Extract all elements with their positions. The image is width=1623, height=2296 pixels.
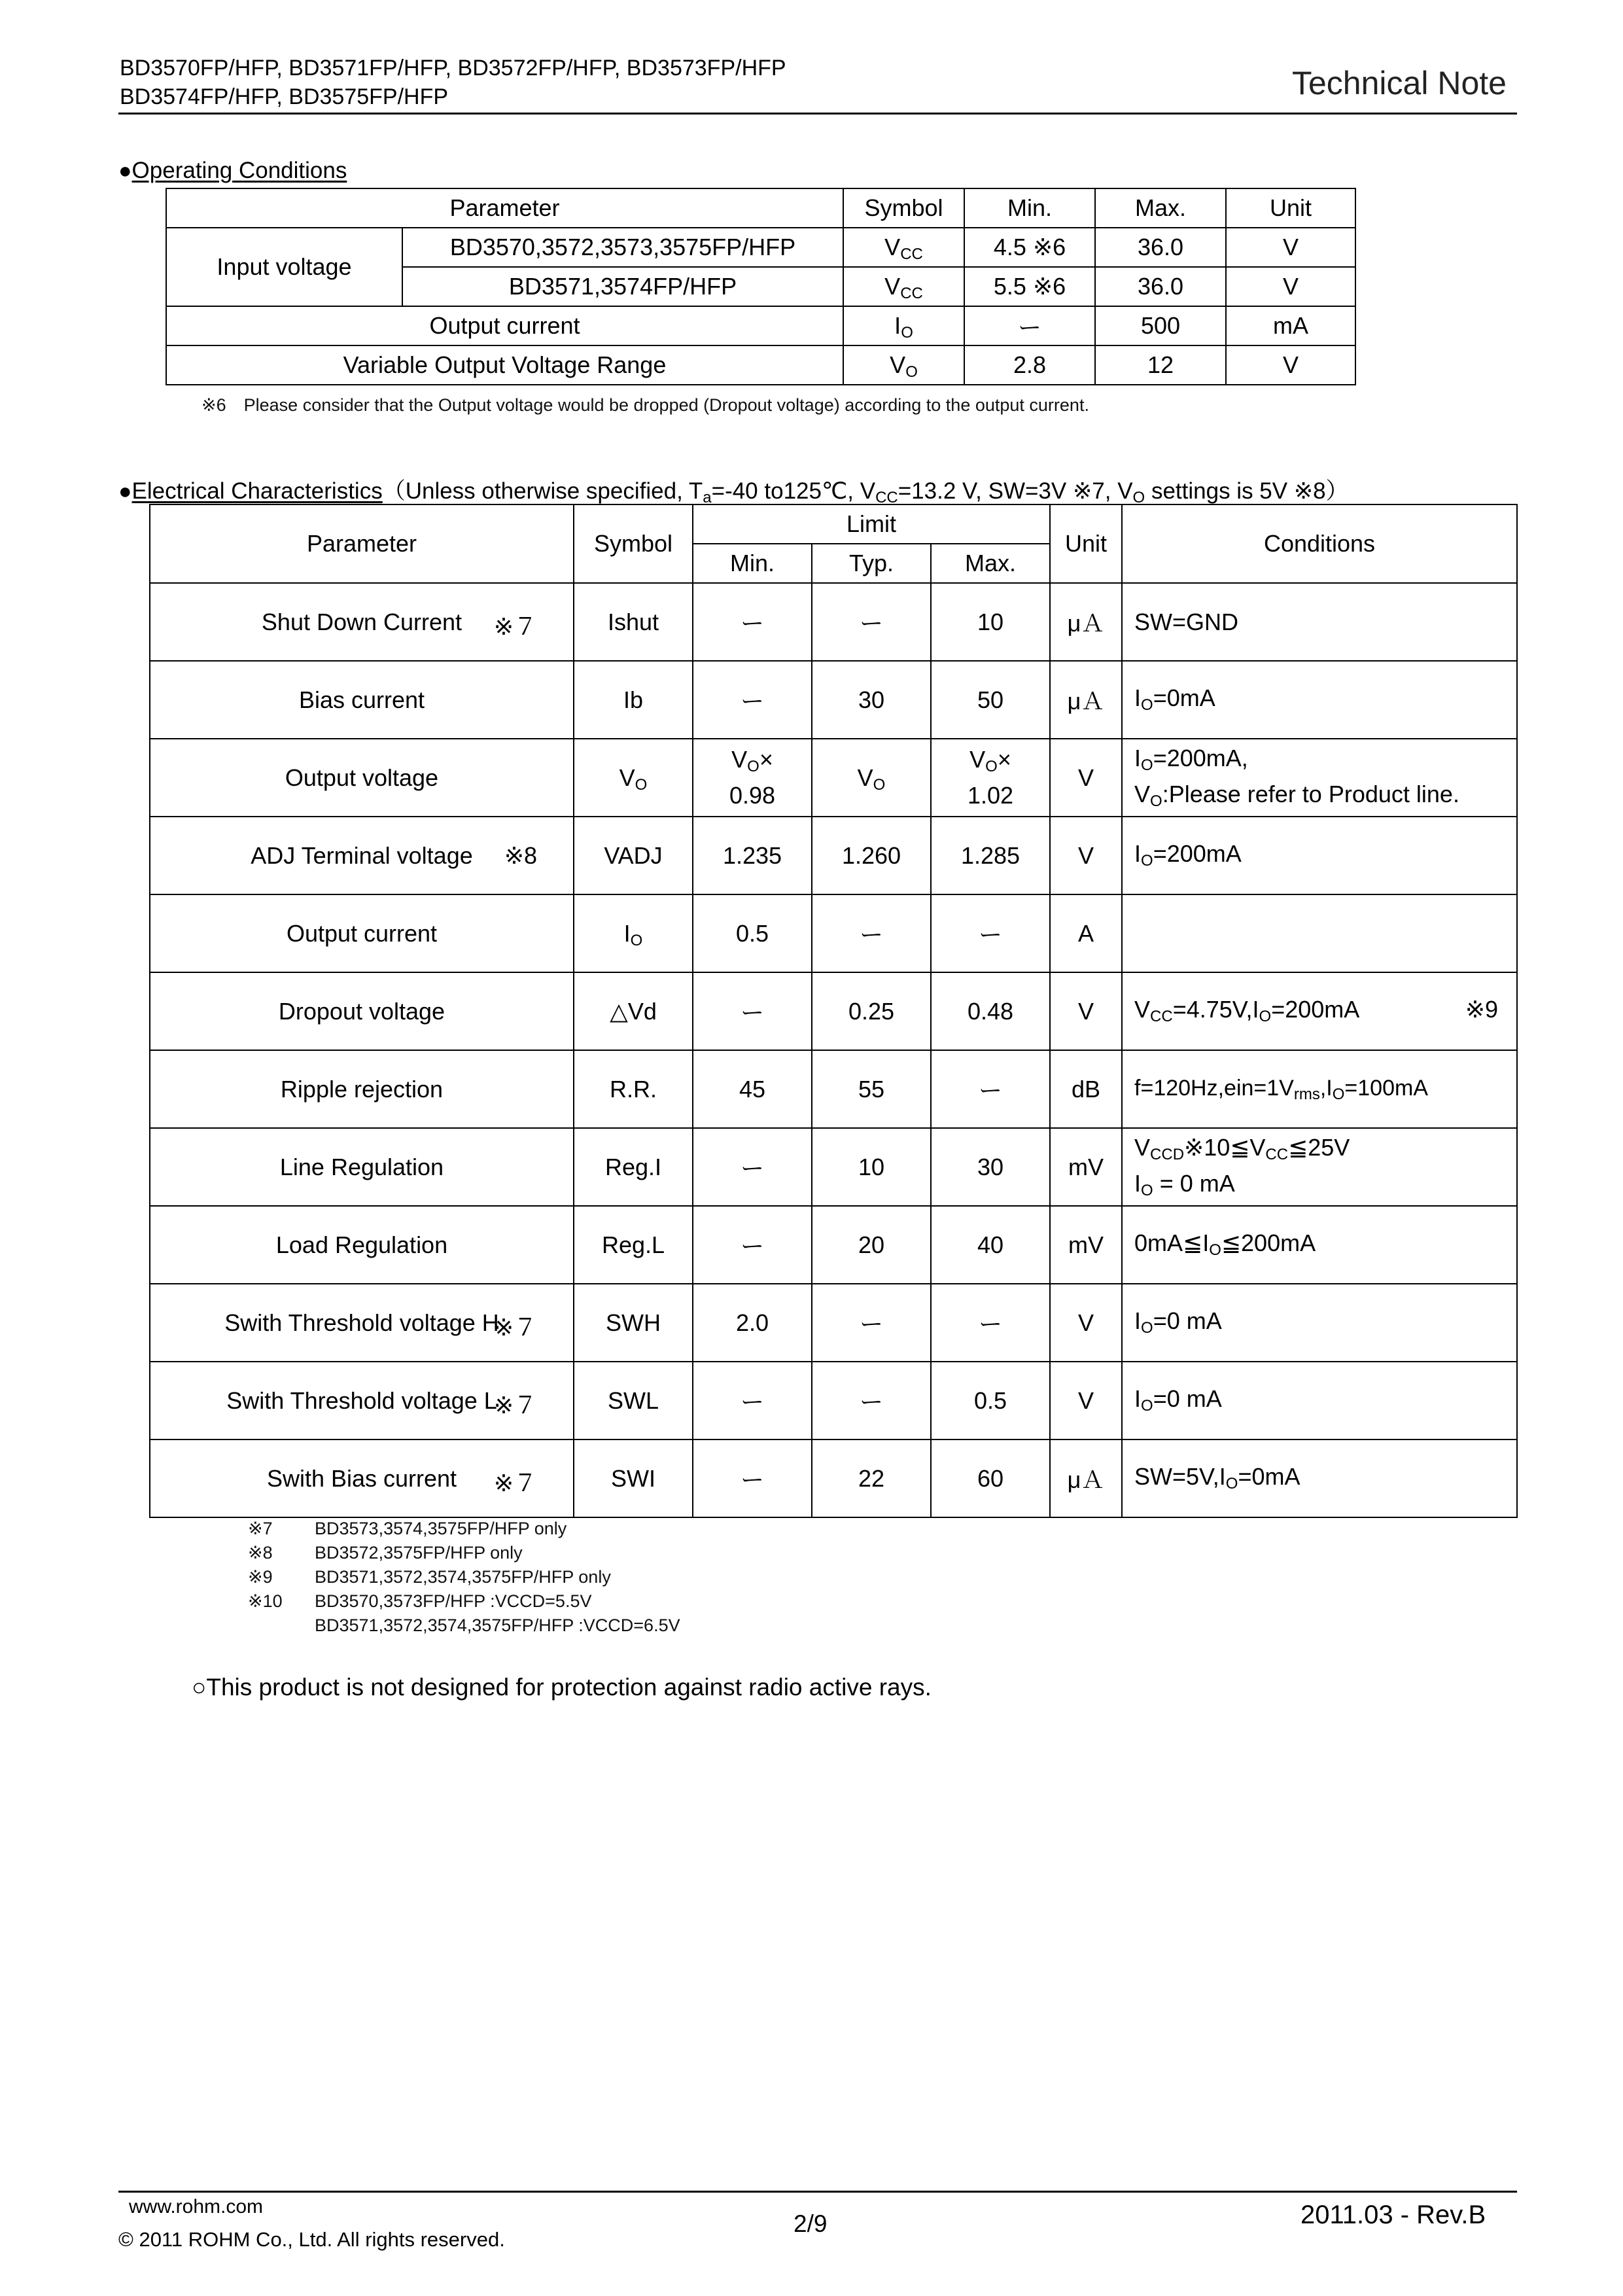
unit: V [1226,267,1355,306]
electrical-heading-text: Electrical Characteristics [131,478,383,504]
symbol: R.R. [574,1050,693,1128]
param: Line Regulation [150,1128,574,1206]
max: 50 [931,661,1050,739]
conditions: $V_{CCD}※10≦V_{CC}≦25V$ $I_O = 0$ mA [1122,1128,1517,1206]
param: Swith Threshold voltage H ※７ [150,1284,574,1362]
table-row [150,1050,1517,1128]
header-max: Max. [931,544,1050,583]
unit: V [1050,1362,1122,1439]
typ: 22 [812,1439,931,1517]
param-input-voltage: Input voltage [166,228,402,306]
min: 0.5 [693,894,812,972]
unit: V [1050,972,1122,1050]
max: ー [931,894,1050,972]
conditions: $I_O=200mA$ [1122,817,1517,894]
symbol: SWI [574,1439,693,1517]
header-symbol: Symbol [843,188,964,228]
conditions: $f=120Hz,ein=1V_{rms},I_O=100mA$ [1122,1050,1517,1128]
min: ー [693,972,812,1050]
symbol: Ishut [574,583,693,661]
symbol: SWH [574,1284,693,1362]
min: 2.0 [693,1284,812,1362]
header-parameter: Parameter [166,188,843,228]
footer-divider [118,2191,1517,2193]
min: 5.5 ※6 [964,267,1095,306]
conditions: $V_{CC}=4.75V,I_O=200mA$ ※9 [1122,972,1517,1050]
max: 500 [1095,306,1226,345]
variant: BD3571,3574FP/HFP [402,267,843,306]
table-row [150,894,1517,972]
operating-conditions-table [166,188,1356,385]
header-max: Max. [1095,188,1226,228]
document-title [120,54,786,111]
unit: V [1226,228,1355,267]
footnote-6: ※6 Please consider that the Output voltage would be dropped (Dropout voltage) according to the output current. [201,395,1089,415]
unit: μＡ [1050,661,1122,739]
typ: ー [812,894,931,972]
min: ー [693,1362,812,1439]
header-min: Min. [964,188,1095,228]
unit: V [1226,345,1355,385]
conditions: $I_O=0$ mA [1122,1362,1517,1439]
max: ー [931,1050,1050,1128]
header-limit: Limit [693,504,1050,544]
heading-conditions: （Unless otherwise specified, $T_a=-40$ to125℃, $V_{CC}=13.2$ V, SW=3V ※7, $V_O$ settings is 5V ※8） [382,478,1349,506]
unit: dB [1050,1050,1122,1128]
table-row [150,1439,1517,1517]
table-row [166,228,1355,267]
unit: mV [1050,1206,1122,1284]
symbol: $I_O$ [574,894,693,972]
header-conditions: Conditions [1122,504,1517,583]
typ: ー [812,1362,931,1439]
min: ー [693,661,812,739]
table-row [150,1284,1517,1362]
unit: mA [1226,306,1355,345]
symbol: $V_{CC}$ [843,228,964,267]
radiation-notice: ○This product is not designed for protection against radio active rays. [192,1674,932,1701]
param: Dropout voltage [150,972,574,1050]
header-divider [118,113,1517,115]
table-row [150,1206,1517,1284]
header-unit: Unit [1050,504,1122,583]
min: ー [693,1439,812,1517]
table-row [150,1362,1517,1439]
typ: 30 [812,661,931,739]
symbol: SWL [574,1362,693,1439]
min: ー [693,583,812,661]
symbol: Reg.L [574,1206,693,1284]
unit: A [1050,894,1122,972]
unit: mV [1050,1128,1122,1206]
unit: μＡ [1050,583,1122,661]
min: ー [964,306,1095,345]
param: Ripple rejection [150,1050,574,1128]
symbol: $I_O$ [843,306,964,345]
param: Bias current [150,661,574,739]
typ: ー [812,1284,931,1362]
max: 30 [931,1128,1050,1206]
unit: μＡ [1050,1439,1122,1517]
max: 36.0 [1095,228,1226,267]
symbol: △Vd [574,972,693,1050]
table-header-row [166,188,1355,228]
max: 0.5 [931,1362,1050,1439]
table-row [166,345,1355,385]
param: ADJ Terminal voltage ※8 [150,817,574,894]
max: 36.0 [1095,267,1226,306]
symbol: Reg.I [574,1128,693,1206]
max: 0.48 [931,972,1050,1050]
table-row [150,583,1517,661]
symbol: Ib [574,661,693,739]
bullet-icon: ● [118,158,132,183]
footer-copyright: © 2011 ROHM Co., Ltd. All rights reserved. [118,2228,505,2251]
min: ー [693,1206,812,1284]
bullet-icon: ● [118,479,132,504]
min: ー [693,1128,812,1206]
technical-note-label: Technical Note [1292,65,1507,101]
header-typ: Typ. [812,544,931,583]
unit: V [1050,1284,1122,1362]
symbol: $V_O$ [574,739,693,817]
param: Output current [166,306,843,345]
param: Swith Bias current ※７ [150,1439,574,1517]
electrical-characteristics-heading [118,473,1349,506]
param: Load Regulation [150,1206,574,1284]
header-symbol: Symbol [574,504,693,583]
max: $V_O\times$ 1.02 [931,739,1050,817]
variant: BD3570,3572,3573,3575FP/HFP [402,228,843,267]
param: Swith Threshold voltage L ※７ [150,1362,574,1439]
table-row [150,1128,1517,1206]
unit: V [1050,739,1122,817]
table-row [150,739,1517,817]
max: 10 [931,583,1050,661]
param: Output current [150,894,574,972]
max: 1.285 [931,817,1050,894]
header-min: Min. [693,544,812,583]
table-header-row [150,504,1517,544]
electrical-characteristics-table [149,504,1518,1518]
typ: 55 [812,1050,931,1128]
conditions: $I_O=0mA$ [1122,661,1517,739]
conditions: $0mA≦I_O≦200mA$ [1122,1206,1517,1284]
max: ー [931,1284,1050,1362]
typ: 0.25 [812,972,931,1050]
min: 4.5 ※6 [964,228,1095,267]
revision: 2011.03 - Rev.B [1300,2200,1486,2229]
min: 1.235 [693,817,812,894]
footer-url[interactable]: www.rohm.com [129,2196,264,2217]
operating-conditions-heading [118,158,347,184]
typ: $V_O$ [812,739,931,817]
param: Variable Output Voltage Range [166,345,843,385]
typ: 10 [812,1128,931,1206]
typ: ー [812,583,931,661]
table-row [150,972,1517,1050]
unit: V [1050,817,1122,894]
table-row [150,661,1517,739]
symbol: $V_{CC}$ [843,267,964,306]
max: 40 [931,1206,1050,1284]
max: 60 [931,1439,1050,1517]
conditions: $I_O=0$ mA [1122,1284,1517,1362]
param: Shut Down Current ※７ [150,583,574,661]
symbol: $V_O$ [843,345,964,385]
min: $V_O\times$ 0.98 [693,739,812,817]
conditions: $I_O=200mA$, $V_O:Please$ refer to Product line. [1122,739,1517,817]
max: 12 [1095,345,1226,385]
conditions [1122,894,1517,972]
symbol: VADJ [574,817,693,894]
conditions: SW=GND [1122,583,1517,661]
table-row [150,817,1517,894]
operating-heading-text: Operating Conditions [131,158,347,183]
title-line-1: BD3570FP/HFP, BD3571FP/HFP, BD3572FP/HFP, BD3573FP/HFP [120,56,786,80]
title-line-2: BD3574FP/HFP, BD3575FP/HFP [120,84,449,109]
conditions: $SW=5V,I_O=0mA$ [1122,1439,1517,1517]
header-unit: Unit [1226,188,1355,228]
typ: 20 [812,1206,931,1284]
min: 45 [693,1050,812,1128]
table-row [166,306,1355,345]
typ: 1.260 [812,817,931,894]
min: 2.8 [964,345,1095,385]
header-parameter: Parameter [150,504,574,583]
param: Output voltage [150,739,574,817]
page-number: 2/9 [794,2210,828,2237]
